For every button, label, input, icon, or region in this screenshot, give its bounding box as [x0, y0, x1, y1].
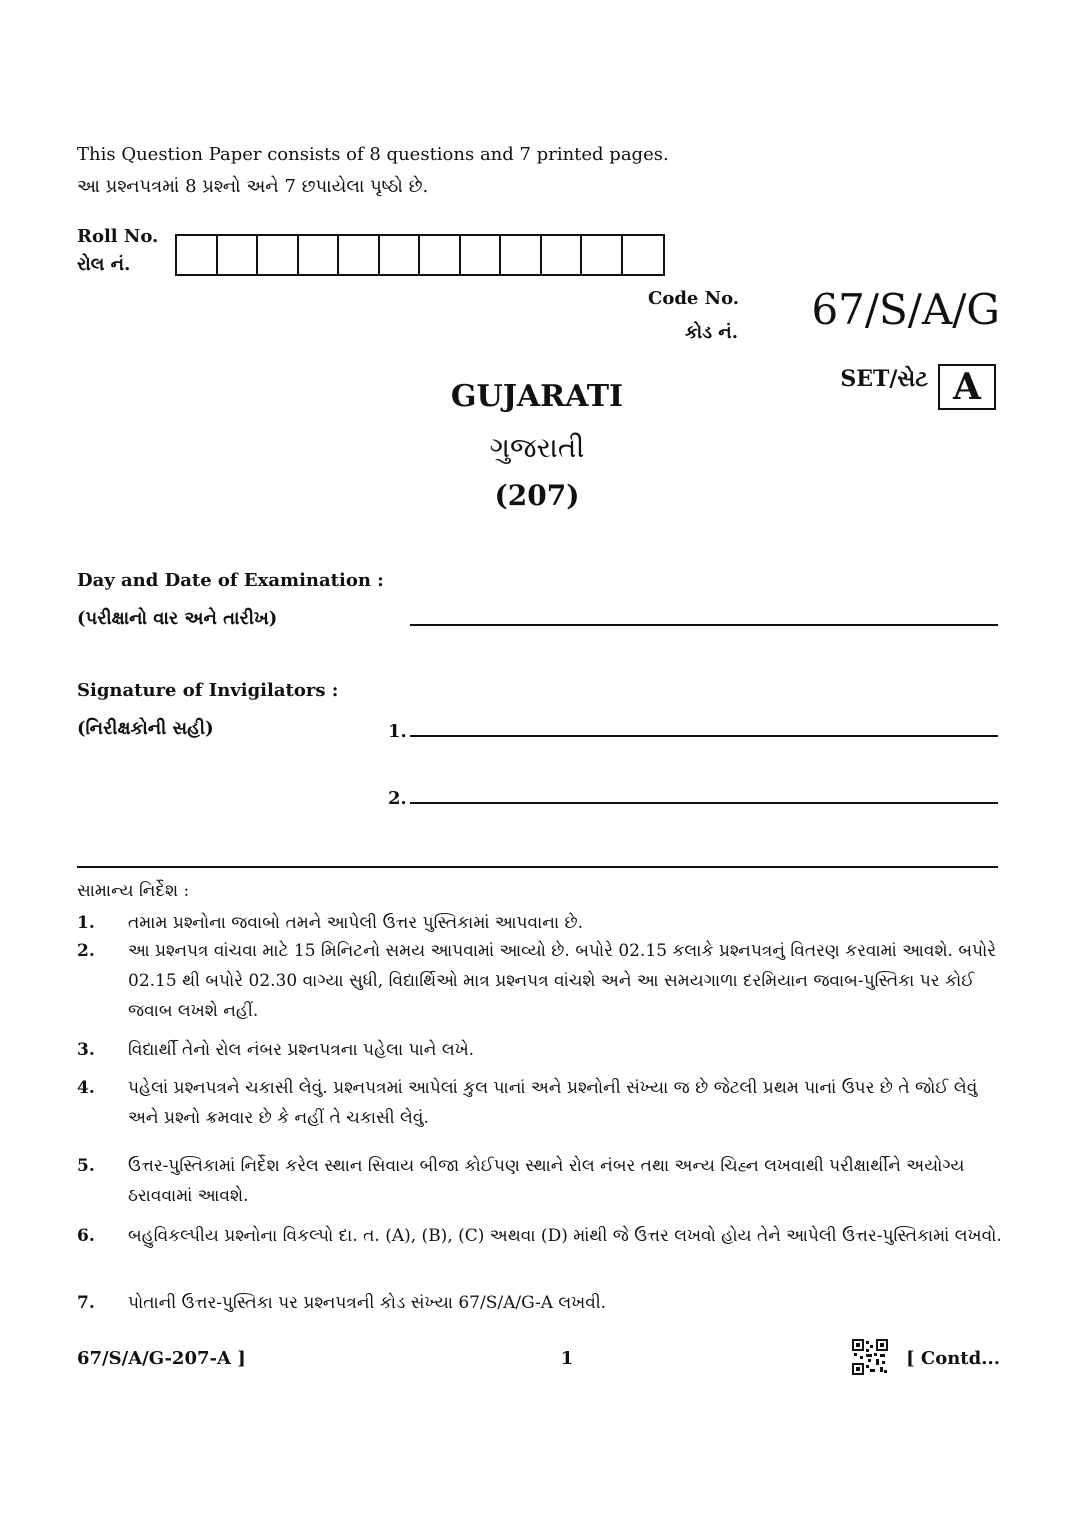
exam-date-label-gujarati: (પરીક્ષાનો વાર અને તારીખ): [77, 608, 278, 629]
instruction-item-4: 4. પહેલાં પ્રશ્નપત્રને ચકાસી લેવું. પ્રશ્નપત્રમાં આપેલાં કુલ પાનાં અને પ્રશ્નોની સંખ્યા જ છે જેટલી પ્રથમ પાનાં ઉપર છે તે જોઈ લેવું અને પ્રશ્નો ક્રમવાર છે કે નહીં તે ચકાસી લેવું.: [77, 1078, 978, 1128]
roll-number-box[interactable]: [623, 236, 664, 274]
roll-number-box[interactable]: [177, 236, 218, 274]
continued-marker: [ Contd...: [906, 1348, 1000, 1369]
page-number: 1: [560, 1348, 574, 1369]
instruction-item-2: 2. આ પ્રશ્નપત્ર વાંચવા માટે 15 મિનિટનો સમય આપવામાં આવ્યો છે. બપોરે 02.15 કલાકે પ્રશ્નપત્રનું વિતરણ કરવામાં આવશે. બપોરે 02.15 થી બપોરે 02.30 વાગ્યા સુધી, વિદ્યાર્થિઓ માત્ર પ્રશ્નપત્ર વાંચશે અને આ સમયગાળા દરમિયાન જવાબ-પુસ્તિકા પર કોઈ જવાબ લખશે નહીં.: [77, 941, 997, 1021]
roll-no-label: Roll No.: [77, 226, 159, 247]
roll-number-box[interactable]: [420, 236, 461, 274]
code-no-label-gujarati: કોડ નં.: [684, 322, 738, 343]
paper-info-gujarati: આ પ્રશ્નપત્રમાં 8 પ્રશ્નો અને 7 છપાયેલા પૃષ્ઠો છે.: [77, 176, 429, 197]
roll-number-box[interactable]: [258, 236, 299, 274]
invigilator-line-1-number: 1.: [388, 721, 407, 742]
set-label: SET/સેટ: [840, 366, 928, 392]
roll-number-box[interactable]: [299, 236, 340, 274]
instruction-item-1: 1. તમામ પ્રશ્નોના જવાબો તમને આપેલી ઉત્તર પુસ્તિકામાં આપવાના છે.: [77, 913, 584, 933]
set-box: A: [938, 364, 996, 410]
roll-number-box[interactable]: [582, 236, 623, 274]
roll-number-box[interactable]: [380, 236, 421, 274]
footer-paper-code: 67/S/A/G-207-A ]: [77, 1348, 246, 1369]
instruction-item-6: 6. બહુવિકલ્પીય પ્રશ્નોના વિકલ્પો દા. ત. (A), (B), (C) અથવા (D) માંથી જે ઉત્તર લખવો હોય તેને આપેલી ઉત્તર-પુસ્તિકામાં લખવો.: [77, 1226, 1002, 1246]
subject-code: (207): [494, 479, 580, 512]
instruction-item-3: 3. વિદ્યાર્થી તેનો રોલ નંબર પ્રશ્નપત્રના પહેલા પાને લખે.: [77, 1040, 475, 1060]
paper-info-english: This Question Paper consists of 8 questions and 7 printed pages.: [77, 144, 669, 165]
subject-title-gujarati: ગુજરાતી: [489, 431, 585, 464]
roll-no-label-gujarati: રોલ નં.: [77, 254, 131, 275]
instruction-item-7: 7. પોતાની ઉત્તર-પુસ્તિકા પર પ્રશ્નપત્રની કોડ સંખ્યા 67/S/A/G-A લખવી.: [77, 1293, 607, 1313]
roll-number-box[interactable]: [461, 236, 502, 274]
invigilator-label-gujarati: (નિરીક્ષકોની સહી): [77, 718, 214, 739]
roll-number-box[interactable]: [339, 236, 380, 274]
qr-code-icon: [852, 1339, 888, 1375]
invigilator-label: Signature of Invigilators :: [77, 680, 339, 701]
invigilator-signature-line-1[interactable]: [410, 735, 998, 737]
subject-title: GUJARATI: [450, 379, 624, 414]
section-divider: [77, 866, 998, 868]
exam-date-line[interactable]: [410, 624, 998, 626]
instruction-item-5: 5. ઉત્તર-પુસ્તિકામાં નિર્દેશ કરેલ સ્થાન સિવાય બીજા કોઈપણ સ્થાને રોલ નંબર તથા અન્ય ચિહ્ન લખવાથી પરીક્ષાર્થીને અયોગ્ય ઠરાવવામાં આવશે.: [77, 1156, 965, 1206]
exam-date-label: Day and Date of Examination :: [77, 570, 384, 591]
instructions-heading: સામાન્ય નિર્દેશ :: [77, 881, 190, 901]
roll-number-box[interactable]: [542, 236, 583, 274]
roll-number-box[interactable]: [218, 236, 259, 274]
invigilator-signature-line-2[interactable]: [410, 802, 998, 804]
code-number: 67/S/A/G: [811, 285, 1000, 334]
code-no-label: Code No.: [648, 288, 740, 309]
roll-number-boxes[interactable]: [175, 234, 665, 276]
roll-number-box[interactable]: [501, 236, 542, 274]
invigilator-line-2-number: 2.: [388, 788, 407, 809]
